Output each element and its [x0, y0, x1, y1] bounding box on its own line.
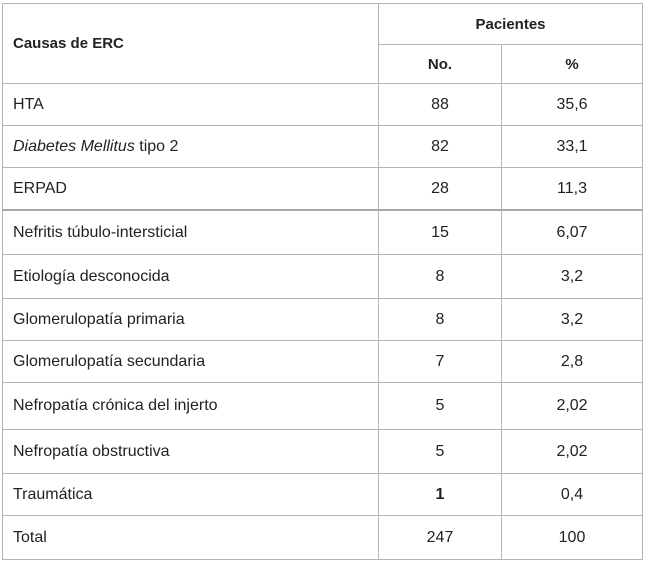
- percent-cell: 3,2: [502, 299, 643, 341]
- count-cell: 88: [379, 84, 502, 126]
- table-row: [3, 126, 643, 168]
- cause-cell: [3, 474, 379, 516]
- table-row: [3, 299, 643, 341]
- table-container: [2, 3, 643, 560]
- percent-cell: 35,6: [502, 84, 643, 126]
- total-count-cell: 247: [379, 516, 502, 560]
- cause-text: Nefropatía obstructiva: [13, 442, 170, 460]
- header-percent: %: [502, 45, 643, 84]
- table-row: [3, 430, 643, 474]
- cause-cell: [3, 84, 379, 126]
- header-causes: Causas de ERC: [3, 4, 379, 84]
- cause-text: Nefropatía crónica del injerto: [13, 397, 218, 414]
- total-percent-cell: 100: [502, 516, 643, 560]
- table-row: [3, 168, 643, 211]
- header-patients: Pacientes: [379, 4, 643, 45]
- cause-italic-text: Diabetes Mellitus: [13, 137, 135, 155]
- percent-cell: 6,07: [502, 210, 643, 255]
- percent-cell: 33,1: [502, 126, 643, 168]
- percent-cell: 3,2: [502, 255, 643, 299]
- table-row: [3, 84, 643, 126]
- count-cell: 15: [379, 210, 502, 255]
- cause-text: ERPAD: [13, 179, 67, 197]
- count-cell: 7: [379, 341, 502, 383]
- table-row-total: [3, 516, 643, 560]
- count-cell: 1: [379, 474, 502, 516]
- cause-text: tipo 2: [134, 137, 179, 155]
- cause-cell: [3, 430, 379, 474]
- percent-cell: 11,3: [502, 168, 643, 211]
- table-row: [3, 255, 643, 299]
- count-cell: 28: [379, 168, 502, 211]
- cause-cell: [3, 516, 379, 560]
- cause-text: Etiología desconocida: [13, 267, 170, 285]
- cause-cell: [3, 383, 379, 430]
- count-cell: 82: [379, 126, 502, 168]
- erc-causes-table: [2, 3, 643, 560]
- percent-cell: 2,8: [502, 341, 643, 383]
- cause-text: HTA: [13, 95, 44, 113]
- cause-cell: [3, 255, 379, 299]
- table-row: [3, 383, 643, 430]
- cause-text: Traumática: [13, 485, 93, 503]
- cause-cell: [3, 210, 379, 255]
- table-row: [3, 341, 643, 383]
- cause-cell: [3, 168, 379, 211]
- count-cell: 5: [379, 430, 502, 474]
- percent-cell: 0,4: [502, 474, 643, 516]
- cause-cell: [3, 341, 379, 383]
- header-number: No.: [379, 45, 502, 84]
- cause-text: Nefritis túbulo-intersticial: [13, 223, 188, 241]
- count-cell: 8: [379, 299, 502, 341]
- count-cell: 5: [379, 383, 502, 430]
- percent-cell: 2,02: [502, 430, 643, 474]
- table-row: [3, 474, 643, 516]
- cause-cell: [3, 126, 379, 168]
- cause-text: Glomerulopatía primaria: [13, 310, 185, 328]
- table-row: [3, 210, 643, 255]
- count-cell: 8: [379, 255, 502, 299]
- cause-cell: [3, 299, 379, 341]
- percent-cell: 2,02: [502, 383, 643, 430]
- header-row-1: [3, 4, 643, 45]
- cause-text: Glomerulopatía secundaria: [13, 352, 206, 370]
- total-label: Total: [13, 528, 47, 546]
